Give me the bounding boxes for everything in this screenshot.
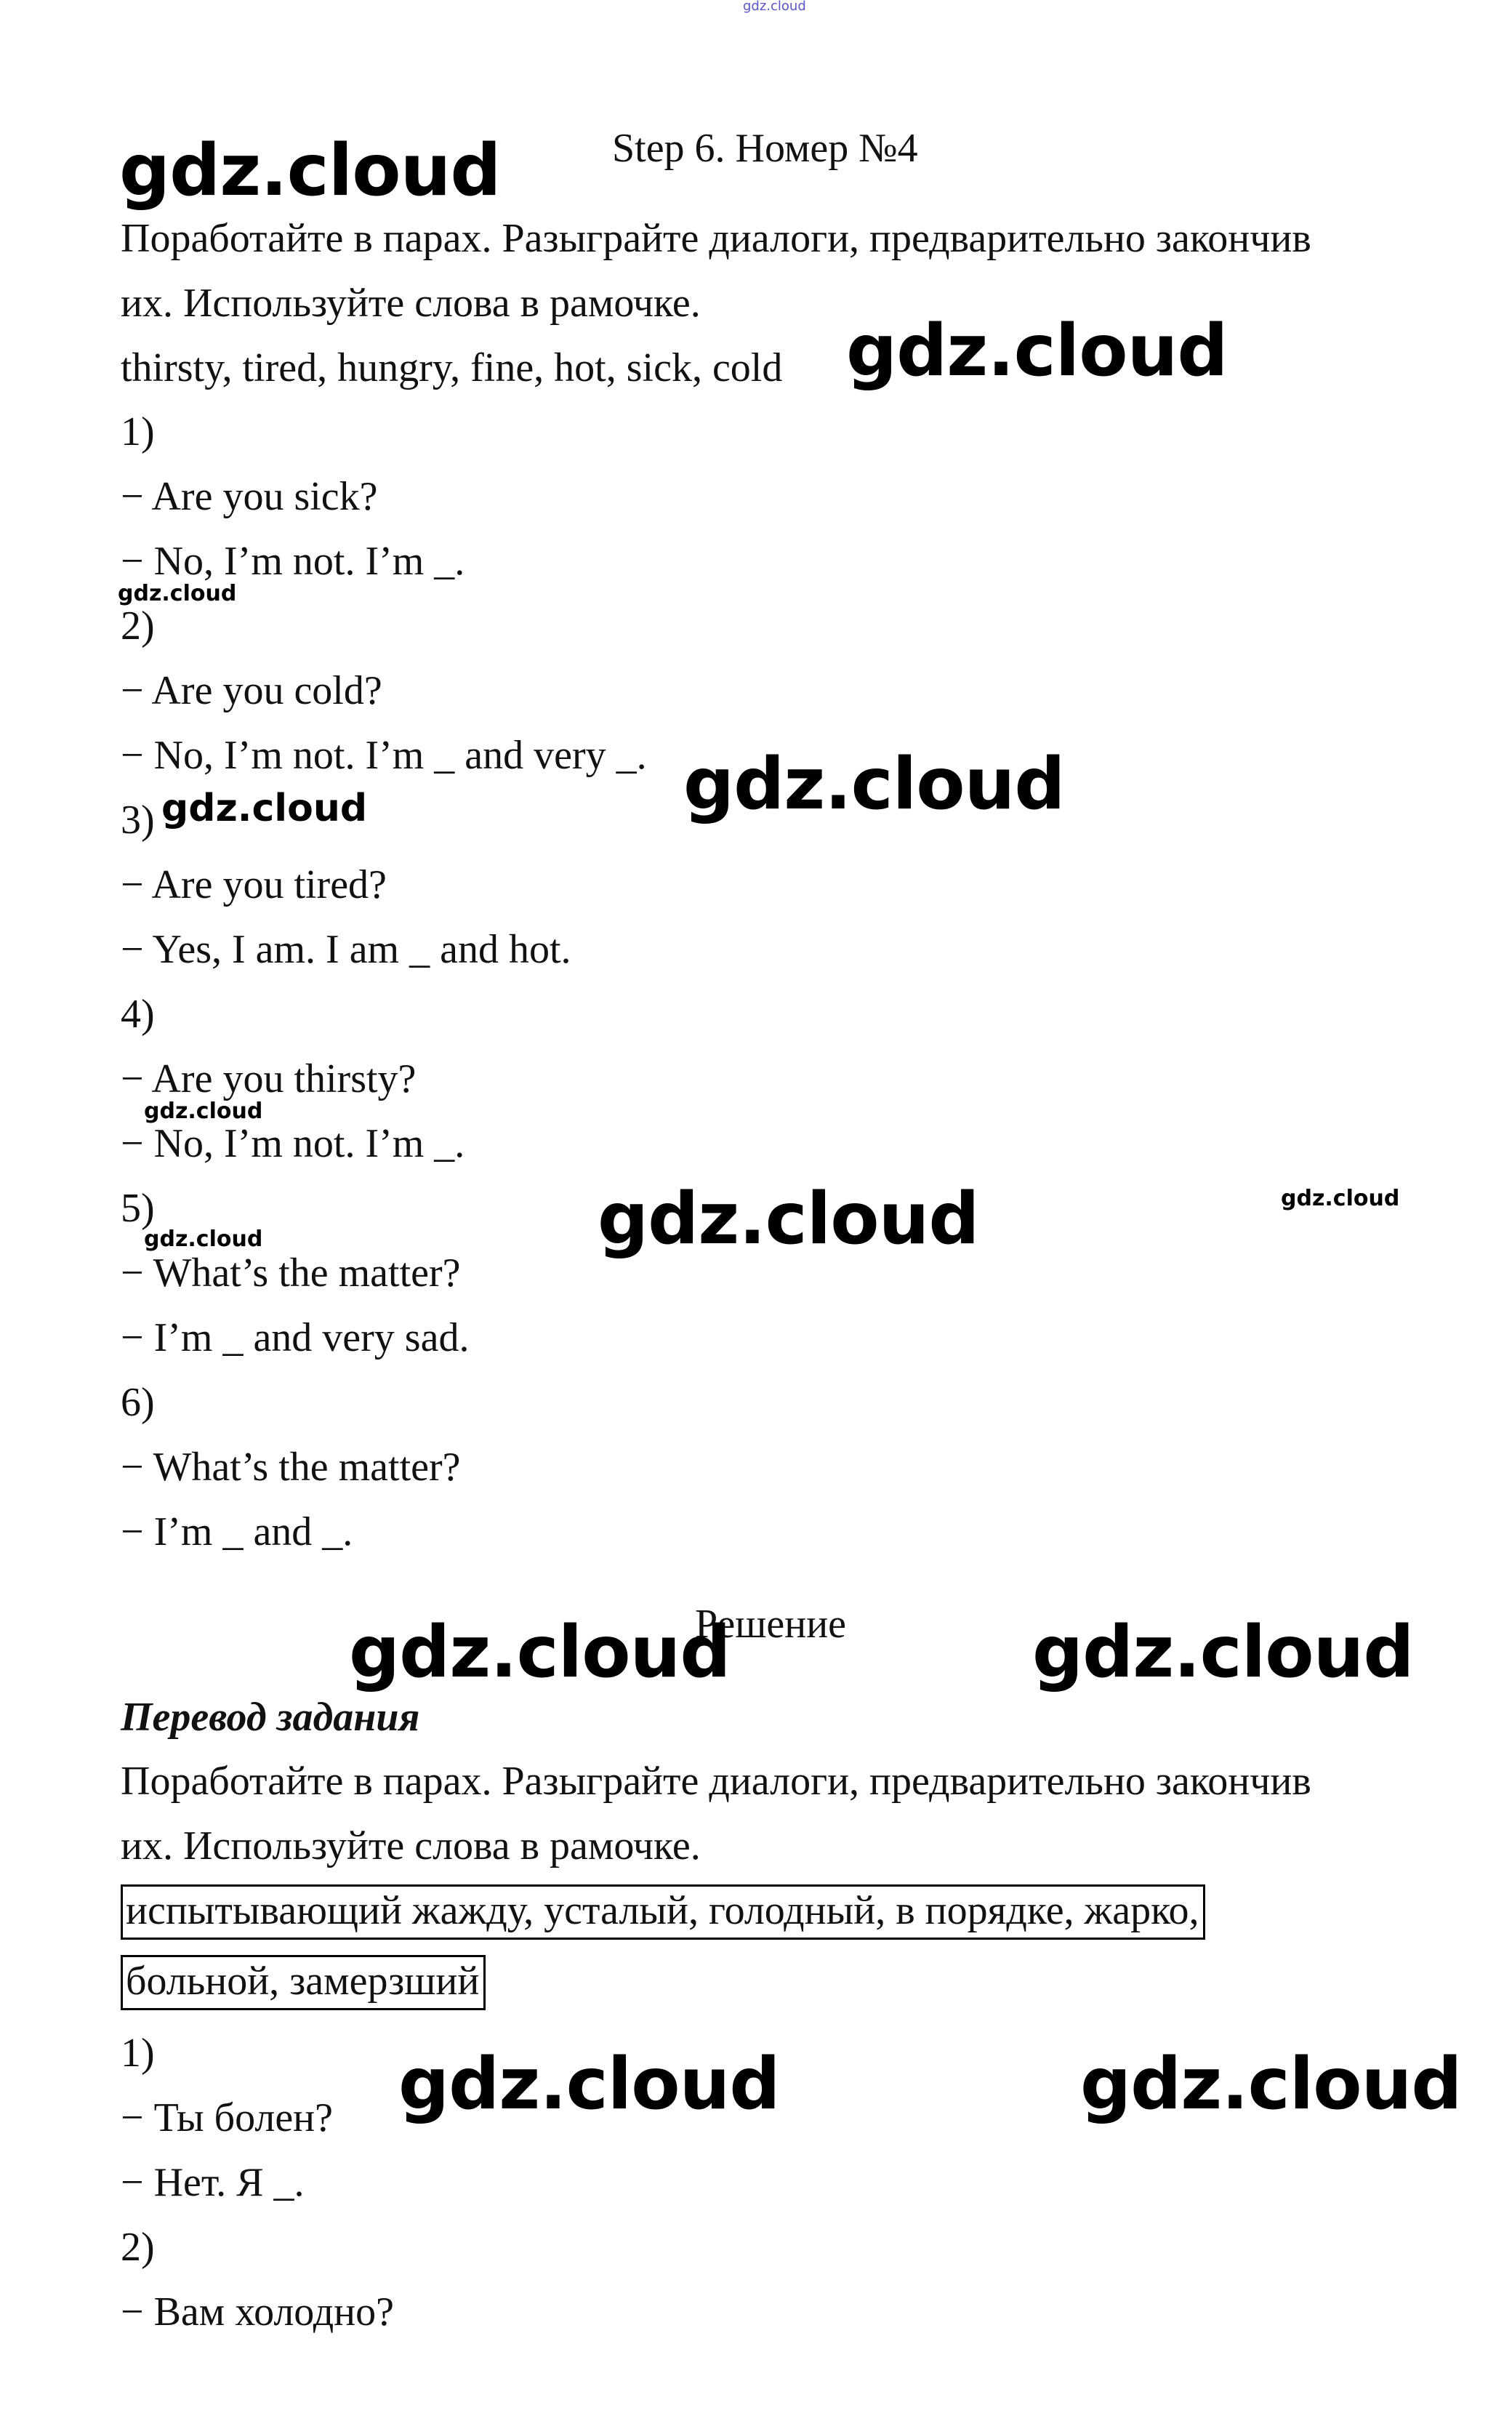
dialogue-5-number: 5)	[121, 1186, 155, 1231]
solution-dialogue-1-question: − Ты болен?	[121, 2095, 334, 2140]
dialogue-3-answer: − Yes, I am. I am _ and hot.	[121, 927, 571, 972]
dialogue-5-question: − What’s the matter?	[121, 1250, 461, 1296]
dialogue-1-number: 1)	[121, 409, 155, 454]
watermark: gdz.cloud	[118, 581, 237, 606]
watermark: gdz.cloud	[846, 310, 1228, 393]
task-instruction-line-2: их. Используйте слова в рамочке.	[121, 281, 701, 326]
watermark: gdz.cloud	[1281, 1186, 1400, 1211]
watermark-logo: gdz.cloud	[119, 129, 501, 212]
dialogue-2-number: 2)	[121, 603, 155, 649]
solution-dialogue-1-answer: − Нет. Я _.	[121, 2160, 305, 2205]
watermark-top: gdz.cloud	[743, 0, 806, 14]
solution-dialogue-1-number: 1)	[121, 2031, 155, 2076]
dialogue-5-answer: − I’m _ and very sad.	[121, 1315, 470, 1360]
dialogue-3-question: − Are you tired?	[121, 862, 387, 907]
dialogue-2-answer: − No, I’m not. I’m _ and very _.	[121, 733, 647, 778]
word-box-line-1: испытывающий жажду, усталый, голодный, в порядке, жарко,	[121, 1884, 1205, 1940]
dialogue-2-question: − Are you cold?	[121, 668, 382, 713]
watermark: gdz.cloud	[398, 2043, 780, 2126]
task-instruction-line-1: Поработайте в парах. Разыграйте диалоги, предварительно закончив	[121, 216, 1311, 261]
solution-dialogue-2-question: − Вам холодно?	[121, 2289, 395, 2334]
word-box-line-2: больной, замерзший	[121, 1955, 486, 2010]
task-word-list: thirsty, tired, hungry, fine, hot, sick, cold	[121, 345, 783, 390]
translation-title: Перевод задания	[121, 1695, 420, 1740]
solution-instruction-line-1: Поработайте в парах. Разыграйте диалоги, предварительно закончив	[121, 1759, 1311, 1804]
dialogue-4-number: 4)	[121, 992, 155, 1037]
dialogue-6-question: − What’s the matter?	[121, 1445, 461, 1490]
dialogue-6-number: 6)	[121, 1380, 155, 1425]
watermark: gdz.cloud	[683, 743, 1065, 826]
dialogue-1-question: − Are you sick?	[121, 474, 378, 519]
watermark: gdz.cloud	[161, 787, 368, 830]
solution-dialogue-2-number: 2)	[121, 2225, 155, 2270]
dialogue-3-number: 3)	[121, 798, 155, 843]
solution-instruction-line-2: их. Используйте слова в рамочке.	[121, 1823, 701, 1868]
dialogue-1-answer: − No, I’m not. I’m _.	[121, 539, 465, 584]
solution-heading: Решение	[695, 1602, 847, 1647]
watermark: gdz.cloud	[1032, 1611, 1414, 1694]
dialogue-6-answer: − I’m _ and _.	[121, 1509, 353, 1554]
watermark: gdz.cloud	[1080, 2043, 1462, 2126]
watermark: gdz.cloud	[144, 1099, 263, 1124]
dialogue-4-answer: − No, I’m not. I’m _.	[121, 1121, 465, 1166]
page-title: Step 6. Номер №4	[612, 126, 918, 171]
watermark: gdz.cloud	[349, 1611, 731, 1694]
watermark: gdz.cloud	[144, 1226, 263, 1252]
dialogue-4-question: − Are you thirsty?	[121, 1056, 417, 1101]
watermark: gdz.cloud	[598, 1178, 979, 1261]
